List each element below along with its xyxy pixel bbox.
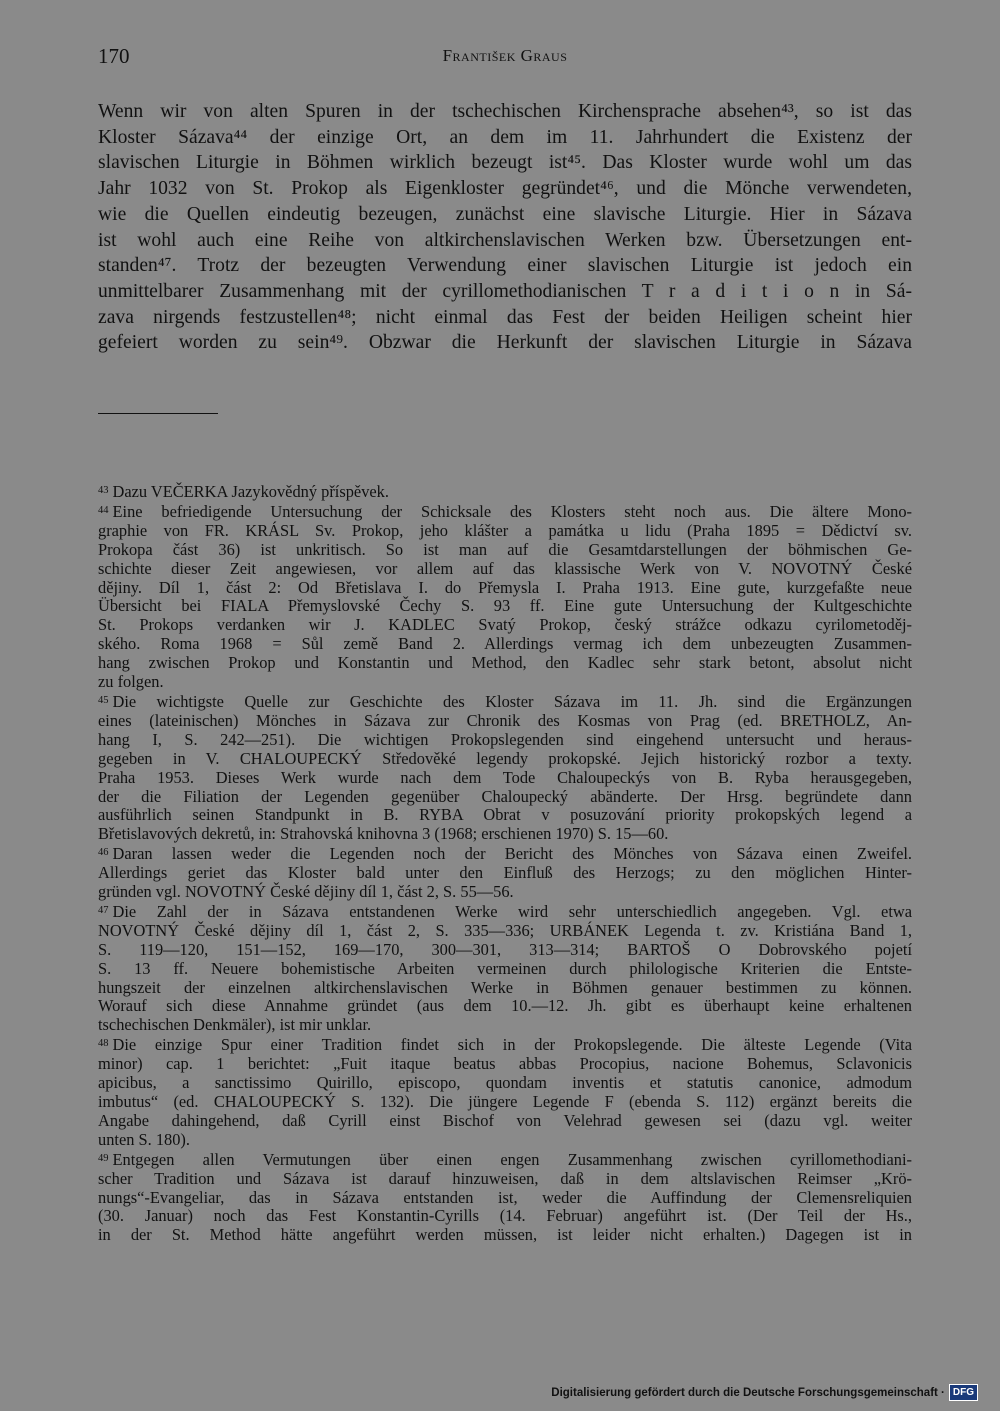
footnote-number: 46 <box>98 847 109 859</box>
footnote-line: S. 13 ff. Neuere bohemistische Arbeiten vermeinen durch philologische Kriterien die Entste- <box>98 958 912 978</box>
footnote-text: Dazu VEČERKA Jazykovědný příspěvek. <box>112 482 389 501</box>
footnote-line: ského. Roma 1968 = Sůl země Band 2. Allerdings vermag ich dem unbezeugten Zusammen- <box>98 634 912 654</box>
footnote-line: St. Prokops verdanken wir J. KADLEC Svatý Prokop, český strážce odkazu cyrilometoděj- <box>98 615 912 635</box>
footnote-line: gegeben in V. CHALOUPECKÝ Středověké legendy prokopské. Jejich historický rozbor a texty. <box>98 748 912 768</box>
footnote-line <box>98 1150 912 1170</box>
body-line: zava nirgends festzustellen⁴⁸; nicht einmal das Fest der beiden Heiligen scheint hier <box>98 306 912 328</box>
body-line: gefeiert worden zu sein⁴⁹. Obzwar die Herkunft der slavischen Liturgie in Sázava <box>98 332 912 354</box>
body-line: Wenn wir von alten Spuren in der tschechischen Kirchensprache absehen⁴³, so ist das <box>98 101 912 122</box>
footnote <box>98 844 912 902</box>
footnote-number: 49 <box>98 1152 109 1164</box>
footnote-line: Worauf sich diese Annahme gründet (aus dem 10.—12. Jh. gibt es überhaupt keine erhaltenen <box>98 996 912 1016</box>
body-line: ist wohl auch eine Reihe von altkirchenslavischen Werken bzw. Übersetzungen ent- <box>98 229 912 251</box>
footnote-line: Angabe dahingehend, daß Cyrill einst Bischof von Velehrad gewesen sei (dazu vgl. weiter <box>98 1110 912 1130</box>
footnote-number: 47 <box>98 904 109 916</box>
footnote <box>98 1035 912 1149</box>
footnote-line: in der St. Method hätte angeführt werden müssen, ist leider nicht erhalten.) Dagegen ist in <box>98 1225 912 1245</box>
footnote-line: gründen vgl. NOVOTNÝ České dějiny díl 1, část 2, S. 55—56. <box>98 882 514 902</box>
footnote-line <box>98 844 912 864</box>
body-line: slavischen Liturgie in Böhmen wirklich bezeugt ist⁴⁵. Das Kloster wurde wohl um das <box>98 152 912 174</box>
footnote-line: scher Tradition und Sázava ist darauf hinzuweisen, daß in dem altslavischen Reimser „Krö- <box>98 1168 912 1188</box>
footnote-text: Die einzige Spur einer Tradition findet sich in der Prokopslegende. Die älteste Legende (Vita <box>112 1035 912 1055</box>
footnote-line: schichte dieser Zeit angewiesen, vor allem auf das klassische Werk von V. NOVOTNÝ České <box>98 558 912 578</box>
running-head: František Graus <box>442 46 568 65</box>
footer-text: Digitalisierung gefördert durch die Deutsche Forschungsgemeinschaft · <box>551 1386 945 1399</box>
body-line: wie die Quellen eindeutig bezeugen, zunächst eine slavische Liturgie. Hier in Sázava <box>98 203 912 225</box>
body-paragraph <box>98 99 912 356</box>
footnote-number: 43 <box>98 485 109 496</box>
footnote <box>98 1150 912 1246</box>
footnote-line: Übersicht bei FIALA Přemyslovské Čechy S. 93 ff. Eine gute Untersuchung der Kultgeschichte <box>98 596 912 616</box>
footnote <box>98 902 912 1035</box>
footnote-line: minor) cap. 1 berichtet: „Fuit itaque beatus abbas Procopius, nacione Bohemus, Sclavonicis <box>98 1054 912 1074</box>
footnote-line: zu folgen. <box>98 672 164 692</box>
dfg-logo: DFG <box>949 1384 978 1401</box>
footnote-line: Praha 1953. Dieses Werk wurde nach dem Tode Chaloupeckýs von B. Ryba herausgegeben, <box>98 767 912 787</box>
footnotes <box>98 482 912 1245</box>
footnote-text: Entgegen allen Vermutungen über einen engen Zusammenhang zwischen cyrillomethodiani- <box>112 1149 912 1169</box>
footnote-line: tschechischen Denkmäler), ist mir unklar. <box>98 1015 372 1035</box>
footnote-separator <box>98 413 218 414</box>
page-number: 170 <box>98 44 130 68</box>
footnote-line: eines (lateinischen) Mönches in Sázava zur Chronik des Kosmas von Prag (ed. BRETHOLZ, An- <box>98 710 912 730</box>
body-line: unmittelbarer Zusammenhang mit der cyrillomethodianischen T r a d i t i o n in Sá- <box>98 280 912 302</box>
footnote-line: Břetislavových dekretů, in: Strahovská knihovna 3 (1968; erschienen 1970) S. 15—60. <box>98 824 669 844</box>
footnote-line: unten S. 180). <box>98 1129 190 1149</box>
footnote-line: ausführlich seinen Standpunkt in B. RYBA Obrat v posuzování priority prokopských legend a <box>98 805 912 825</box>
footnote-line: graphie von FR. KRÁSL Sv. Prokop, jeho klášter a památka u lidu (Praha 1895 = Dědictví sv. <box>98 520 912 540</box>
body-line: Kloster Sázava⁴⁴ der einzige Ort, an dem im 11. Jahrhundert die Existenz der <box>98 126 912 148</box>
footnote-text: Eine befriedigende Untersuchung der Schicksale des Klosters steht noch aus. Die ältere Mono- <box>112 501 912 521</box>
footnote-number: 44 <box>98 504 109 516</box>
footnote-text: Die wichtigste Quelle zur Geschichte des Kloster Sázava im 11. Jh. sind die Ergänzungen <box>112 691 912 711</box>
footnote <box>98 692 912 844</box>
page-header <box>98 44 912 70</box>
footnote-line: imbutus“ (ed. CHALOUPECKÝ S. 132). Die jüngere Legende F (ebenda S. 112) ergänzt bereits die <box>98 1092 912 1111</box>
footnote-line: hungszeit der einzelnen altkirchenslavischen Werke in Böhmen genauer bestimmen zu können. <box>98 977 912 997</box>
footnote-text: Die Zahl der in Sázava entstandenen Werke wird sehr unterschiedlich angegeben. Vgl. etwa <box>112 901 912 921</box>
body-line: Jahr 1032 von St. Prokop als Eigenkloster gegründet⁴⁶, und die Mönche verwendeten, <box>98 178 912 200</box>
footnote-text: Daran lassen weder die Legenden noch der Bericht des Mönches von Sázava einen Zweifel. <box>112 844 912 864</box>
body-line: standen⁴⁷. Trotz der bezeugten Verwendung einer slavischen Liturgie ist jedoch ein <box>98 255 912 277</box>
footnote <box>98 502 912 692</box>
footnote-line: Allerdings geriet das Kloster bald unter den Einfluß des Herzogs; zu den möglichen Hinter- <box>98 863 912 883</box>
footnote-line: nungs“-Evangeliar, das in Sázava entstanden ist, weder die Auffindung der Clemensreliquien <box>98 1187 912 1207</box>
footnote-line: NOVOTNÝ České dějiny díl 1, část 2, S. 335—336; URBÁNEK Legenda t. zv. Kristiána Band 1, <box>98 920 912 940</box>
footnote-line <box>98 902 912 922</box>
footnote-line: apicibus, a sanctissimo Quirillo, episcopo, quondam inventis et statutis canonice, admodum <box>98 1073 912 1093</box>
footnote-line <box>98 502 912 522</box>
footnote <box>98 482 912 502</box>
footnote-number: 48 <box>98 1038 109 1050</box>
footnote-line: dějiny. Díl 1, část 2: Od Břetislava I. do Přemysla I. Praha 1913. Eine gute, kurzgefaßte neue <box>98 577 912 597</box>
footnote-line: S. 119—120, 151—152, 169—170, 300—301, 313—314; BARTOŠ O Dobrovského pojetí <box>98 939 912 959</box>
footnote-line: Prokopa část 36) ist unkritisch. So ist man auf die Gesamtdarstellungen der böhmischen Ge- <box>98 539 912 559</box>
footnote-line <box>98 692 912 712</box>
footnote-line <box>98 482 912 502</box>
footnote-line: hang zwischen Prokop und Konstantin und Method, den Kadlec sehr stark betont, absolut nicht <box>98 653 912 673</box>
footer <box>551 1384 978 1401</box>
footnote-line: (30. Januar) noch das Fest Konstantin-Cyrills (14. Februar) angeführt ist. (Der Teil der Hs., <box>98 1206 912 1226</box>
footnote-number: 45 <box>98 694 109 706</box>
footnote-line: der die Filiation der Legenden gegenüber Chaloupecký abänderte. Der Hrsg. begründete dann <box>98 786 912 806</box>
footnote-line: hang I, S. 242—251). Die wichtigen Prokopslegenden sind eingehend untersucht und heraus- <box>98 729 912 749</box>
footnote-line <box>98 1035 912 1055</box>
